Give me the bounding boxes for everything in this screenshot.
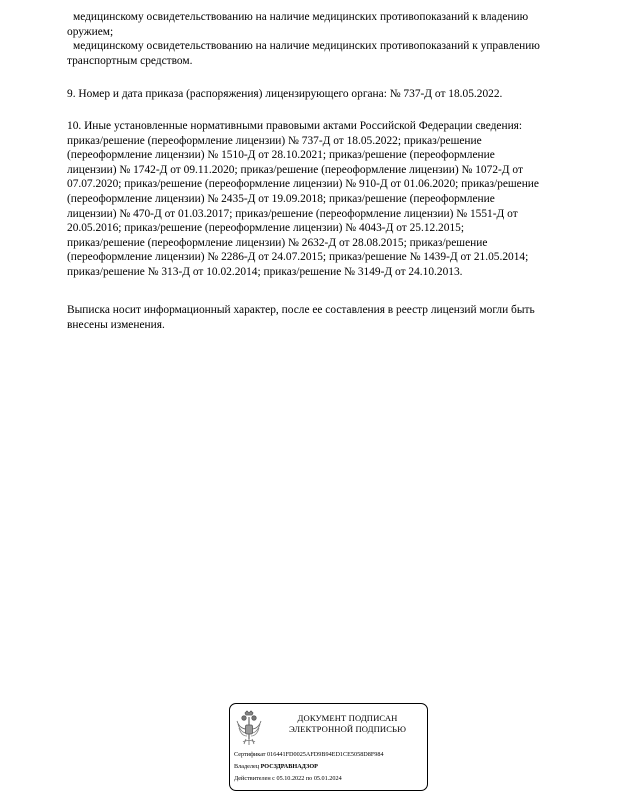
text-line: приказ/решение № 313-Д от 10.02.2014; приказ/решение № 3149-Д от 24.10.2013. — [67, 265, 463, 278]
text-line: внесены изменения. — [67, 318, 165, 331]
item-10-paragraph — [67, 119, 607, 280]
text-line: 10. Иные установленные нормативными правовыми актами Российской Федерации сведения: — [67, 120, 523, 132]
text-line: приказ/решение (переоформление лицензии) № 2632-Д от 28.08.2015; приказ/решение — [67, 236, 488, 249]
text-line: приказ/решение (переоформление лицензии) № 737-Д от 18.05.2022; приказ/решение — [67, 134, 482, 147]
text-line: лицензии) № 1742-Д от 09.11.2020; приказ/решение (переоформление лицензии) № 1072-Д от — [67, 163, 523, 176]
stamp-title — [270, 713, 425, 735]
certificate-line — [234, 751, 384, 759]
owner-label: Владелец — [234, 763, 261, 770]
stamp-title-line: ДОКУМЕНТ ПОДПИСАН — [297, 713, 398, 723]
text-line: (переоформление лицензии) № 1510-Д от 28.10.2021; приказ/решение (переоформление — [67, 149, 495, 162]
validity-line: Действителен с 05.10.2022 по 05.01.2024 — [234, 775, 342, 782]
owner-line — [234, 763, 318, 771]
top-paragraph — [67, 10, 607, 68]
owner-value: РОСЗДРАВНАДЗОР — [260, 763, 318, 770]
text-line: (переоформление лицензии) № 2435-Д от 19.09.2018; приказ/решение (переоформление — [67, 192, 495, 205]
text-line: транспортным средством. — [67, 54, 193, 67]
stamp-title-line: ЭЛЕКТРОННОЙ ПОДПИСЬЮ — [288, 724, 406, 734]
text-line: медицинскому освидетельствованию на наличие медицинских противопоказаний к управлению — [73, 40, 540, 53]
text-line: 9. Номер и дата приказа (распоряжения) лицензирующего органа: № 737-Д от 18.05.2022. — [67, 88, 503, 100]
text-line: Выписка носит информационный характер, после ее составления в реестр лицензий могли быть — [67, 304, 535, 316]
text-line: медицинскому освидетельствованию на наличие медицинских противопоказаний к владению — [73, 11, 529, 23]
item-9-paragraph — [67, 87, 607, 102]
coat-of-arms-icon — [235, 709, 263, 747]
text-line: 20.05.2016; приказ/решение (переоформление лицензии) № 4043-Д от 25.12.2015; — [67, 222, 465, 235]
text-line: оружием; — [67, 25, 114, 38]
electronic-signature-stamp — [229, 703, 428, 791]
certificate-value: 016441FD0025AFD9B94ED1CE5058D8F984 — [267, 751, 384, 758]
disclaimer-paragraph — [67, 303, 607, 332]
text-line: 07.07.2020; приказ/решение (переоформление лицензии) № 910-Д от 01.06.2020; приказ/решение — [67, 178, 539, 191]
text-line: лицензии) № 470-Д от 01.03.2017; приказ/решение (переоформление лицензии) № 1551-Д от — [67, 207, 518, 220]
text-line: (переоформление лицензии) № 2286-Д от 24.07.2015; приказ/решение № 1439-Д от 21.05.2014; — [67, 251, 529, 264]
certificate-label: Сертификат — [234, 751, 268, 758]
